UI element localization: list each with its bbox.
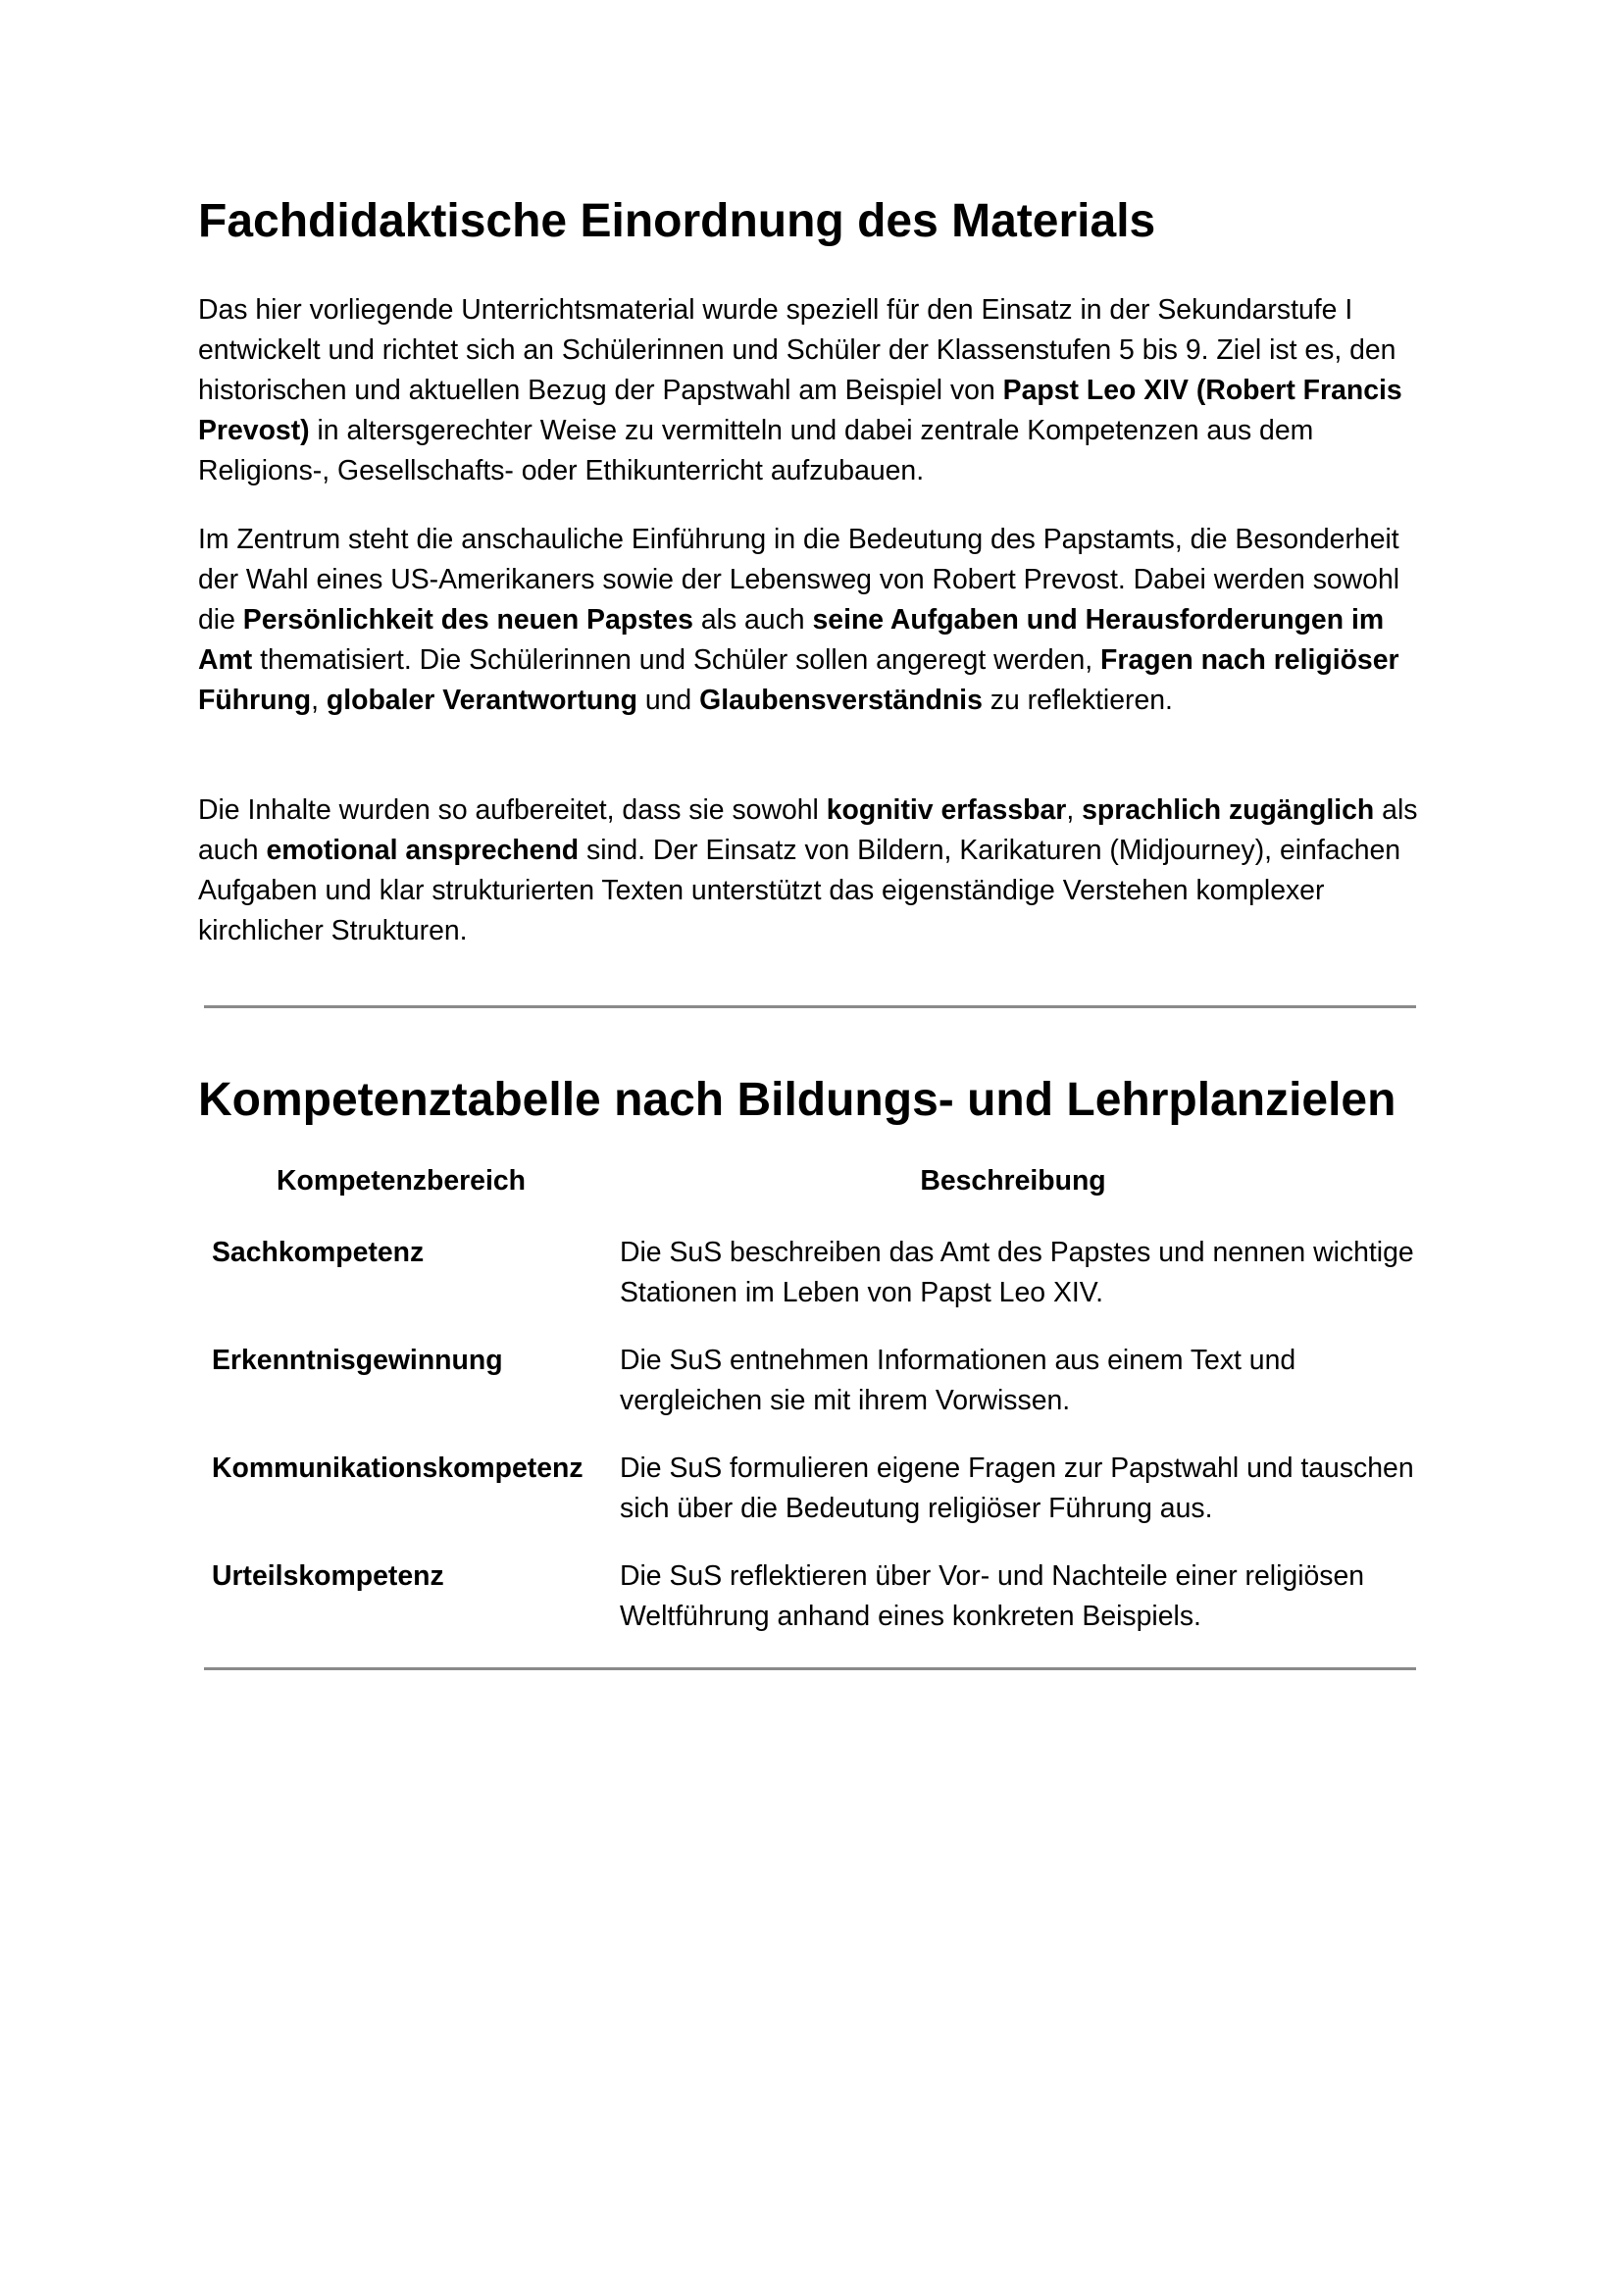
- competence-area: Urteilskompetenz: [212, 1560, 444, 1592]
- table-row: [198, 1233, 1422, 1341]
- table-row: [198, 1556, 1422, 1664]
- emphasized-text: emotional ansprechend: [266, 835, 580, 866]
- competence-area: Erkenntnisgewinnung: [212, 1345, 503, 1376]
- section-title-fachdidaktik: Fachdidaktische Einordnung des Materials: [198, 195, 1156, 247]
- paragraph-text: als auch: [692, 604, 813, 636]
- paragraph-text: ,: [311, 685, 327, 716]
- emphasized-text: sprachlich zugänglich: [1082, 794, 1375, 826]
- paragraph-text: und: [636, 685, 700, 716]
- section-title-kompetenztabelle: Kompetenztabelle nach Bildungs- und Lehrplanzielen: [198, 1074, 1396, 1126]
- horizontal-rule-top: [204, 1005, 1416, 1008]
- paragraph-text: Im Zentrum steht die anschauliche Einführung in die Bedeutung des Papstamts, die Besonderheit der Wahl eines US-Amerikaners sowie der Lebensweg von Robert Prevost. Dabei werden sowohl die: [198, 524, 1400, 636]
- horizontal-rule-bottom: [204, 1667, 1416, 1670]
- paragraph-text: ,: [1066, 794, 1083, 826]
- table-row: [198, 1341, 1422, 1449]
- paragraph-text: Die Inhalte wurden so aufbereitet, dass sie sowohl: [198, 794, 827, 826]
- competence-area: Kommunikationskompetenz: [212, 1453, 584, 1484]
- emphasized-text: Fragen nach religiöser Führung: [198, 644, 1399, 716]
- paragraph-didactics: [198, 790, 1434, 951]
- emphasized-text: Persönlichkeit des neuen Papstes: [242, 604, 693, 636]
- paragraph-text: sind. Der Einsatz von Bildern, Karikaturen (Midjourney), einfachen Aufgaben und klar strukturierten Texten unterstützt das eigenständige Verstehen komplexer kirchlicher Strukturen.: [198, 835, 1401, 946]
- competence-table: [198, 1161, 1422, 1664]
- column-header-beschreibung: Beschreibung: [920, 1165, 1106, 1197]
- paragraph-focus: [198, 520, 1434, 721]
- paragraph-text: Das hier vorliegende Unterrichtsmaterial wurde speziell für den Einsatz in der Sekundarstufe I entwickelt und richtet sich an Schülerinnen und Schüler der Klassenstufen 5 bis 9. Ziel ist es, den historischen und aktuellen Bezug der Papstwahl am Beispiel von: [198, 294, 1396, 406]
- emphasized-text: Papst Leo XIV (Robert Francis Prevost): [198, 375, 1402, 446]
- table-row: [198, 1449, 1422, 1556]
- emphasized-text: globaler Verantwortung: [326, 685, 637, 716]
- paragraph-text: als auch: [198, 794, 1418, 866]
- table-header-row: [198, 1161, 1422, 1233]
- paragraph-text: zu reflektieren.: [982, 685, 1173, 716]
- competence-description: Die SuS formulieren eigene Fragen zur Papstwahl und tauschen sich über die Bedeutung religiöser Führung aus.: [620, 1453, 1414, 1524]
- competence-description: Die SuS reflektieren über Vor- und Nachteile einer religiösen Weltführung anhand eines konkreten Beispiels.: [620, 1560, 1365, 1632]
- emphasized-text: seine Aufgaben und Herausforderungen im Amt: [198, 604, 1385, 676]
- competence-area: Sachkompetenz: [212, 1237, 425, 1268]
- paragraph-text: thematisiert. Die Schülerinnen und Schüler sollen angeregt werden,: [252, 644, 1101, 676]
- paragraph-text: in altersgerechter Weise zu vermitteln und dabei zentrale Kompetenzen aus dem Religions-, Gesellschafts- oder Ethikunterricht aufzubauen.: [198, 415, 1314, 486]
- emphasized-text: kognitiv erfassbar: [826, 794, 1067, 826]
- paragraph-intro: [198, 290, 1434, 491]
- emphasized-text: Glaubensverständnis: [699, 685, 983, 716]
- competence-description: Die SuS entnehmen Informationen aus einem Text und vergleichen sie mit ihrem Vorwissen.: [620, 1345, 1296, 1416]
- competence-description: Die SuS beschreiben das Amt des Papstes und nennen wichtige Stationen im Leben von Papst Leo XIV.: [620, 1237, 1414, 1308]
- column-header-kompetenzbereich: Kompetenzbereich: [277, 1165, 526, 1197]
